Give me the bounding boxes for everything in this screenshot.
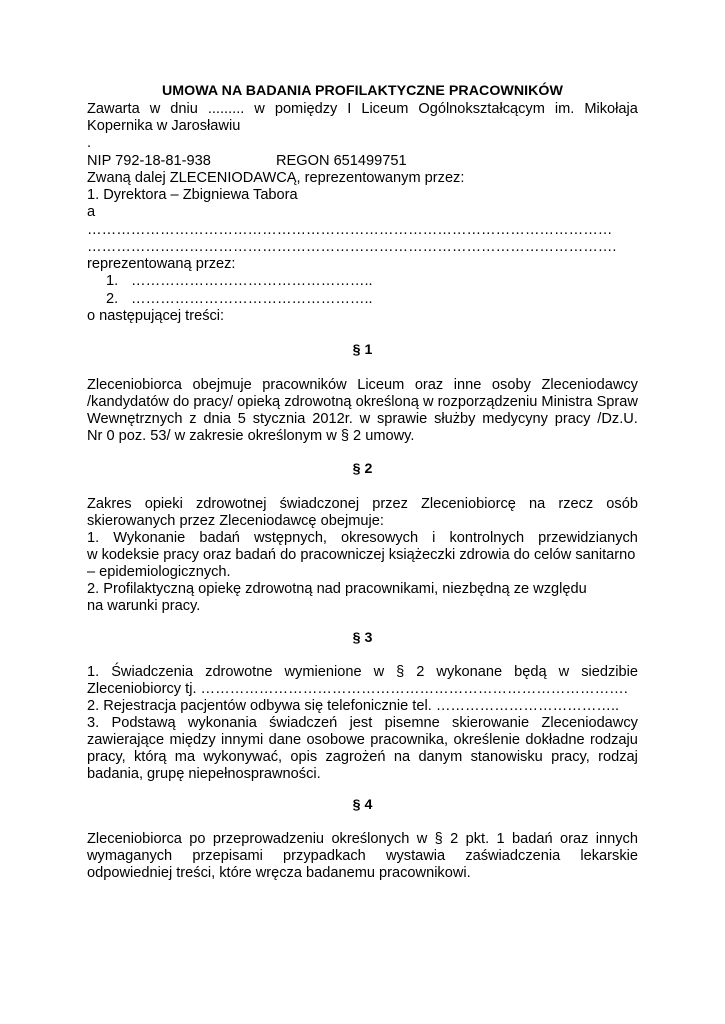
- section-2-line-1-word: świadczonej: [279, 496, 360, 512]
- section-1-line-1-word: obejmuje: [192, 377, 252, 393]
- section-3-line-5-word: rodzaju: [590, 732, 638, 748]
- document-title: UMOWA NA BADANIA PROFILAKTYCZNE PRACOWNIKÓW: [162, 83, 563, 99]
- section-1-line-3-word: stycznia: [252, 411, 306, 427]
- section-3-line-5-word: między: [169, 732, 216, 748]
- section-1-line-2-word: opieką: [237, 394, 281, 410]
- section-4-line-2-word: przypadkach: [283, 848, 366, 864]
- intro-line-1-word: im.: [554, 101, 575, 117]
- intro-line-1: [87, 101, 638, 118]
- section-2-line-1-word: zdrowotnej: [195, 496, 267, 512]
- section-1-line-1-word: pracowników: [262, 377, 347, 393]
- section-2-line-1-word: osób: [606, 496, 638, 512]
- section-2-line-1-word: na: [529, 496, 546, 512]
- section-4-line-1-word: po: [189, 831, 206, 847]
- section-1-line-2-word: do: [173, 394, 190, 410]
- section-2-line-3-word: badań: [199, 530, 240, 546]
- section-3-line-1-word: 2: [416, 664, 425, 680]
- section-1-line-1-word: inne: [453, 377, 482, 393]
- section-1-heading: § 1: [352, 342, 373, 358]
- section-3-line-5-word: pracownika,: [370, 732, 449, 748]
- section-3-line-6-word: pracy,: [551, 749, 590, 765]
- section-1-line-2-word: /kandydatów: [87, 394, 169, 410]
- section-3-line-5-word: innymi: [221, 732, 264, 748]
- section-3-line-4-word: Podstawą: [111, 715, 176, 731]
- section-3-line-4: [87, 715, 638, 732]
- section-2-line-3-word: kontrolnych: [449, 530, 525, 546]
- section-3-line-6-word: pracy,: [87, 749, 126, 765]
- section-1-line-3-word: /Dz.U.: [597, 411, 638, 427]
- section-3-line-6-word: rodzaj: [598, 749, 638, 765]
- section-2-line-4: w kodeksie pracy oraz badań do pracowniczej książeczki zdrowia do celów sanitarno: [87, 547, 636, 563]
- section-2-line-5: – epidemiologicznych.: [87, 564, 231, 580]
- section-4-line-1-word: Zleceniobiorca: [87, 831, 182, 847]
- section-3-line-5: [87, 732, 638, 749]
- section-2-line-1-word: Zakres: [87, 496, 132, 512]
- section-4-line-1-word: badań: [512, 831, 553, 847]
- section-1-line-1-word: Liceum: [357, 377, 405, 393]
- section-3-line-4-word: jest: [349, 715, 373, 731]
- section-1-line-2-word: rozporządzeniu: [437, 394, 538, 410]
- section-4-line-2-word: wymaganych: [87, 848, 173, 864]
- section-4-line-2-word: zaświadczenia: [465, 848, 561, 864]
- section-1-line-4: Nr 0 poz. 53/ w zakresie określonym w § 2 umowy.: [87, 428, 415, 444]
- section-2-line-3: [87, 530, 638, 547]
- section-1-line-3-word: sprawie: [376, 411, 428, 427]
- section-1-line-3-word: 5: [237, 411, 246, 427]
- section-4-line-1-word: 2: [450, 831, 459, 847]
- section-4-line-1-word: innych: [595, 831, 638, 847]
- section-3-line-4-word: pisemne: [384, 715, 440, 731]
- section-4-line-2: [87, 848, 638, 865]
- intro-line-1-word: w: [254, 101, 265, 117]
- section-4-line-3: odpowiedniej treści, które wręcza badanemu pracownikowi.: [87, 865, 471, 881]
- regon-number: REGON 651499751: [276, 153, 407, 169]
- section-2-line-3-word: i: [432, 530, 436, 546]
- section-3-line-6-word: opis: [290, 749, 318, 765]
- section-4-line-1-word: §: [434, 831, 443, 847]
- section-3-line-4-word: świadczeń: [269, 715, 338, 731]
- section-1-line-3-word: służby: [434, 411, 476, 427]
- section-3-line-6-word: na: [393, 749, 411, 765]
- section-2-line-3-word: Wykonanie: [113, 530, 186, 546]
- section-1-line-3-word: Wewnętrznych: [87, 411, 183, 427]
- section-3-line-4-word: Zleceniodawcy: [541, 715, 638, 731]
- rep-2-number: 2.: [106, 291, 119, 307]
- section-3-line-3: 2. Rejestracja pacjentów odbywa się telefonicznie tel. ………………………………..: [87, 698, 620, 714]
- intro-line-6: 1. Dyrektora – Zbigniewa Tabora: [87, 187, 298, 203]
- section-3-line-1-word: wykonane: [436, 664, 503, 680]
- section-1-line-3-word: pracy: [554, 411, 591, 427]
- section-2-line-1: [87, 496, 638, 513]
- section-3-line-1-word: będą: [514, 664, 547, 680]
- section-3-line-5-word: dokładne: [525, 732, 585, 748]
- section-4-line-1-word: oraz: [559, 831, 589, 847]
- section-1-line-1-word: Zleceniodawcy: [541, 377, 638, 393]
- section-3-line-5-word: dane: [268, 732, 302, 748]
- nip-number: NIP 792-18-81-938: [87, 153, 211, 169]
- section-2-line-1-word: rzecz: [558, 496, 594, 512]
- intro-line-1-word: Liceum: [361, 101, 409, 117]
- section-1-line-3-word: w: [359, 411, 371, 427]
- section-4-line-1: [87, 831, 638, 848]
- intro-line-1-word: pomiędzy: [274, 101, 338, 117]
- section-2-line-1-word: Zleceniobiorcę: [420, 496, 516, 512]
- section-1-line-1-word: oraz: [414, 377, 444, 393]
- section-1-line-1-word: osoby: [491, 377, 531, 393]
- section-2-heading: § 2: [352, 461, 373, 477]
- section-4-line-1-word: przeprowadzeniu: [212, 831, 325, 847]
- section-3-line-6-word: stanowisku: [470, 749, 543, 765]
- intro-line-1-word: Ogólnokształcącym: [418, 101, 545, 117]
- section-3-line-1-word: siedzibie: [581, 664, 638, 680]
- intro-line-10: reprezentowaną przez:: [87, 256, 236, 272]
- section-3-heading: § 3: [352, 630, 373, 646]
- section-1-line-1: [87, 377, 638, 394]
- section-2-line-7: na warunki pracy.: [87, 598, 201, 614]
- section-2-line-3-word: okresowych: [341, 530, 419, 546]
- section-4-line-1-word: w: [416, 831, 428, 847]
- section-2-line-6: 2. Profilaktyczną opiekę zdrowotną nad pracownikami, niezbędną ze względu: [87, 581, 587, 597]
- section-2-line-1-word: opieki: [144, 496, 183, 512]
- rep-1-number: 1.: [106, 273, 119, 289]
- section-1-line-2-word: Spraw: [596, 394, 638, 410]
- intro-line-13: o następującej treści:: [87, 308, 225, 324]
- section-3-line-5-word: osobowe: [306, 732, 365, 748]
- section-3-line-7: badania, grupę niepełnosprawności.: [87, 766, 321, 782]
- intro-line-5: Zwaną dalej ZLECENIODAWCĄ, reprezentowanym przez:: [87, 170, 465, 186]
- section-1-line-3: [87, 411, 638, 428]
- section-3-line-1-word: wymienione: [284, 664, 362, 680]
- dotted-line-1: ………………………………………………………………………………………………: [87, 222, 613, 238]
- section-3-line-1-word: zdrowotne: [205, 664, 273, 680]
- section-3-line-4-word: 3.: [87, 715, 100, 731]
- section-3-line-1-word: Świadczenia: [111, 664, 194, 680]
- section-1-line-2-word: zdrowotną: [284, 394, 352, 410]
- section-3-line-4-word: skierowanie: [452, 715, 530, 731]
- intro-line-1-word: w: [149, 101, 161, 117]
- section-1-line-2-word: w: [422, 394, 434, 410]
- section-1-line-2-word: Ministra: [541, 394, 593, 410]
- section-3-line-6-word: którą: [134, 749, 167, 765]
- section-2-line-2: skierowanych przez Zleceniodawcę obejmuje:: [87, 513, 384, 529]
- section-1-line-3-word: 2012r.: [312, 411, 353, 427]
- dotted-line-2: ……………………………………………………………………………………………….: [87, 239, 617, 255]
- rep-1-dots: …………………………………………..: [131, 273, 373, 289]
- section-3-line-4-word: wykonania: [187, 715, 257, 731]
- section-3-line-5-word: określenie: [453, 732, 521, 748]
- intro-line-1-word: .........: [207, 101, 245, 117]
- section-4-heading: § 4: [352, 797, 373, 813]
- section-3-line-1-word: w: [373, 664, 385, 680]
- section-4-line-1-word: określonych: [331, 831, 410, 847]
- section-3-line-1-word: 1.: [87, 664, 100, 680]
- section-3-line-6-word: wykonywać,: [203, 749, 283, 765]
- section-3-line-6: [87, 749, 638, 766]
- section-4-line-1-word: pkt.: [465, 831, 490, 847]
- section-2-line-3-word: 1.: [87, 530, 100, 546]
- section-3-line-6-word: danym: [418, 749, 463, 765]
- section-1-line-1-word: Zleceniobiorca: [87, 377, 182, 393]
- section-1-line-2-word: określoną: [355, 394, 419, 410]
- section-1-line-3-word: dnia: [203, 411, 231, 427]
- section-3-line-2: Zleceniobiorcy tj. …………………………………………………………………………….: [87, 681, 628, 697]
- intro-line-1-word: Mikołaja: [584, 101, 638, 117]
- intro-line-3: .: [87, 135, 92, 151]
- rep-2-dots: …………………………………………..: [131, 291, 373, 307]
- section-4-line-2-word: lekarskie: [580, 848, 638, 864]
- section-4-line-2-word: przepisami: [192, 848, 263, 864]
- intro-line-1-word: Zawarta: [87, 101, 140, 117]
- section-1-line-2-word: pracy/: [193, 394, 234, 410]
- section-3-line-5-word: zawierające: [87, 732, 165, 748]
- intro-line-7: a: [87, 204, 96, 220]
- section-3-line-6-word: zagrożeń: [325, 749, 386, 765]
- section-3-line-6-word: ma: [174, 749, 196, 765]
- section-2-line-3-word: przewidzianych: [538, 530, 638, 546]
- section-2-line-3-word: wstępnych,: [253, 530, 327, 546]
- section-3-line-1-word: w: [558, 664, 570, 680]
- section-1-line-3-word: medycyny: [482, 411, 548, 427]
- section-2-line-1-word: przez: [372, 496, 408, 512]
- intro-line-1-word: I: [347, 101, 352, 117]
- intro-line-2: Kopernika w Jarosławiu: [87, 118, 241, 134]
- section-4-line-1-word: 1: [496, 831, 505, 847]
- intro-line-1-word: dniu: [170, 101, 198, 117]
- section-3-line-1: [87, 664, 638, 681]
- section-1-line-3-word: z: [189, 411, 197, 427]
- section-1-line-2: [87, 394, 638, 411]
- section-3-line-1-word: §: [396, 664, 405, 680]
- section-4-line-2-word: wystawia: [385, 848, 446, 864]
